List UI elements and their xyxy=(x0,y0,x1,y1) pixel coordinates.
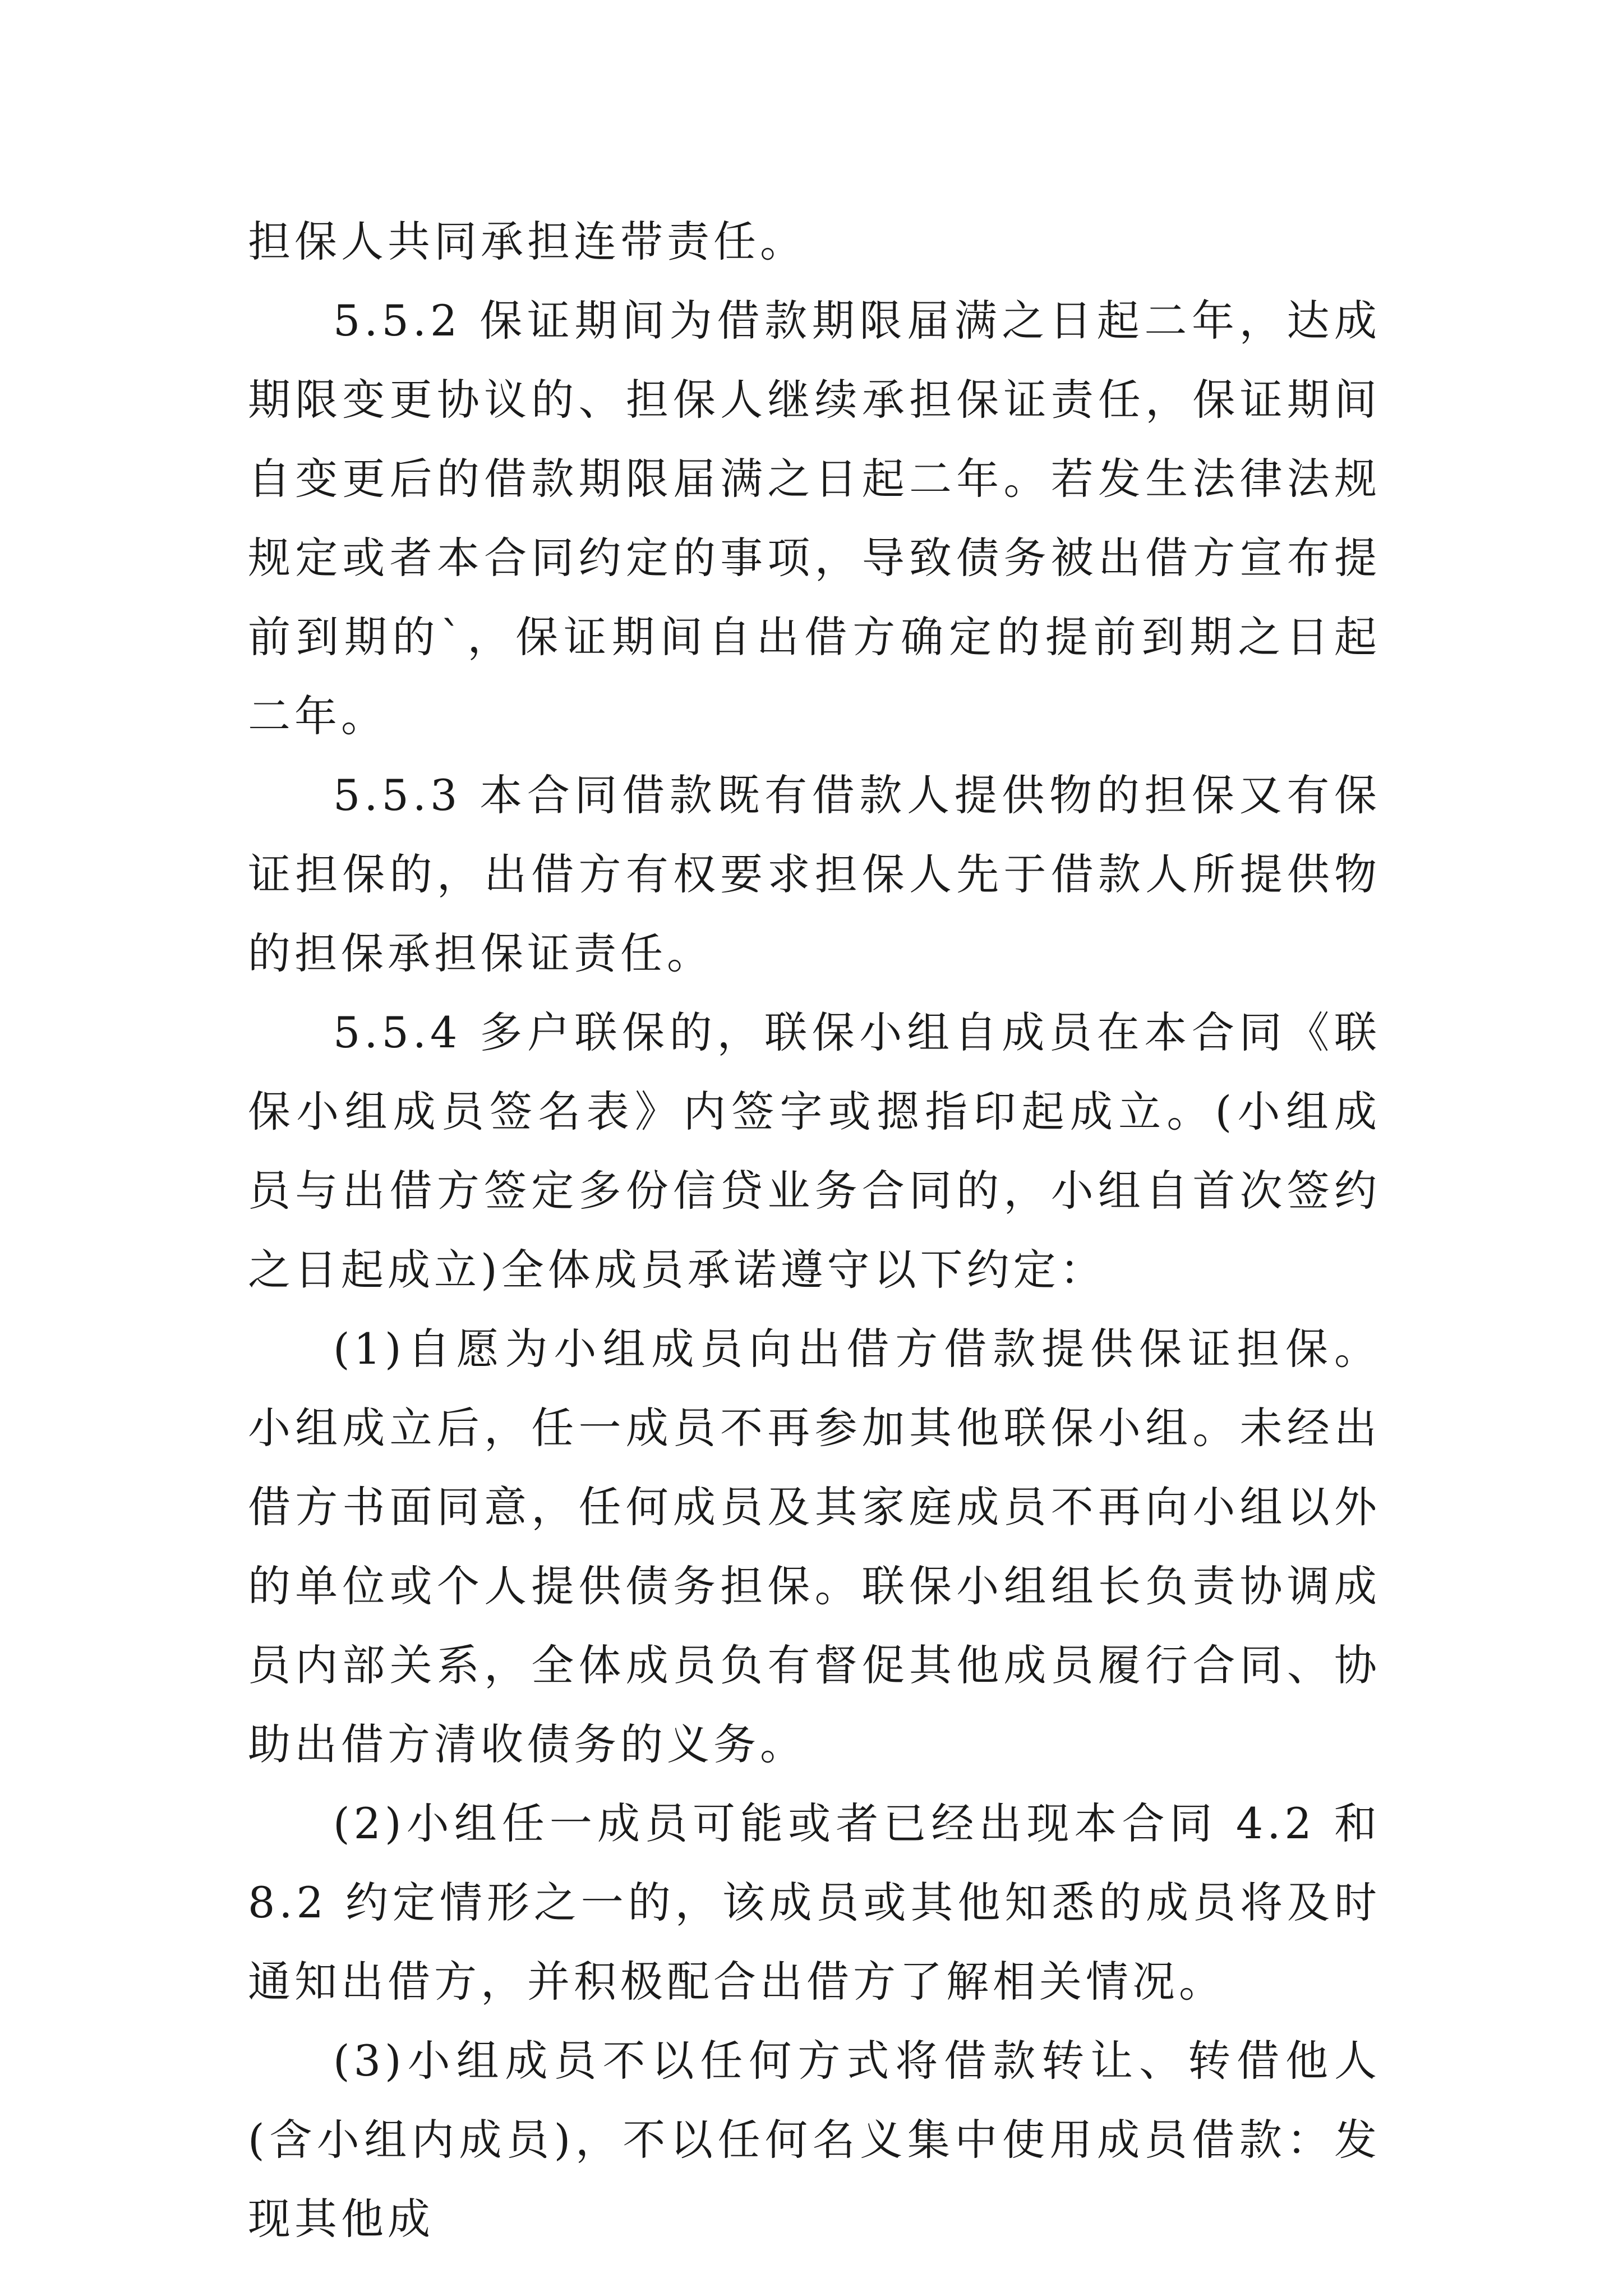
paragraph-item-1: (1)自愿为小组成员向出借方借款提供保证担保。小组成立后，任一成员不再参加其他联保小组。未经出借方书面同意，任何成员及其家庭成员不再向小组以外的单位或个人提供债务担保。联保小组组长负责协调成员内部关系，全体成员负有督促其他成员履行合同、协助出借方清收债务的义务。 xyxy=(248,1324,1381,1769)
paragraph-5-5-3: 5.5.3 本合同借款既有借款人提供物的担保又有保证担保的，出借方有权要求担保人先于借款人所提供物的担保承担保证责任。 xyxy=(248,770,1381,978)
paragraph-5-5-4: 5.5.4 多户联保的，联保小组自成员在本合同《联保小组成员签名表》内签字或摁指印起成立。(小组成员与出借方签定多份信贷业务合同的，小组自首次签约之日起成立)全体成员承诺遵守以下约定： xyxy=(248,1007,1381,1295)
paragraph-item-2: (2)小组任一成员可能或者已经出现本合同 4.2 和 8.2 约定情形之一的，该成员或其他知悉的成员将及时通知出借方，并积极配合出借方了解相关情况。 xyxy=(248,1798,1381,2007)
paragraph-5-5-2: 5.5.2 保证期间为借款期限届满之日起二年，达成期限变更协议的、担保人继续承担保证责任，保证期间自变更后的借款期限届满之日起二年。若发生法律法规规定或者本合同约定的事项，导致债务被出借方宣布提前到期的`，保证期间自出借方确定的提前到期之日起二年。 xyxy=(248,296,1381,741)
document-body xyxy=(248,202,1381,2258)
paragraph-guarantor-joint-liability: 担保人共同承担连带责任。 xyxy=(248,217,806,266)
paragraph-item-3: (3)小组成员不以任何方式将借款转让、转借他人(含小组内成员)，不以任何名义集中使用成员借款：发现其他成 xyxy=(248,2036,1381,2244)
